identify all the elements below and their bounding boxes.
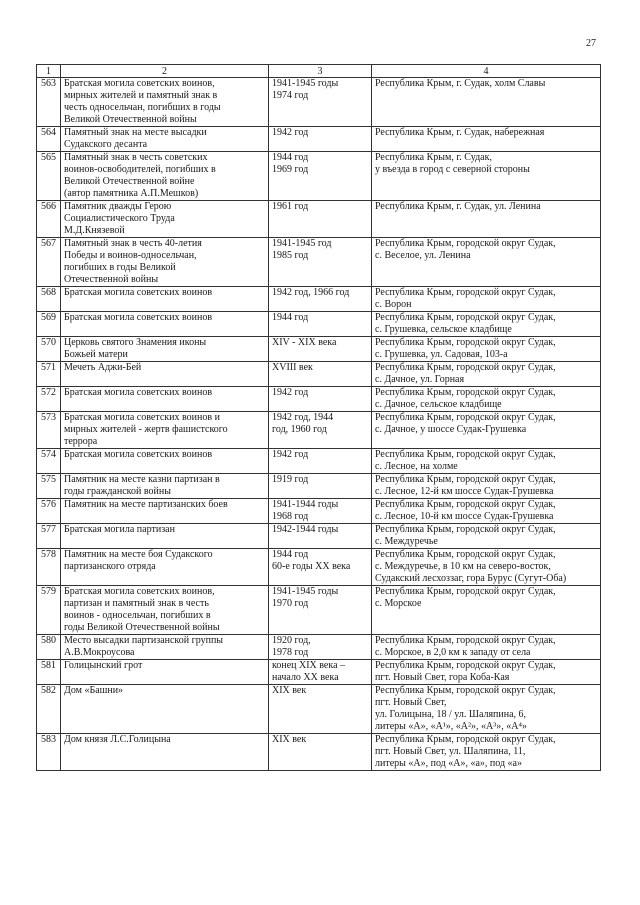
- monument-address-line: Республика Крым, г. Судак, набережная: [375, 127, 545, 138]
- monument-name-line: Великой Отечественной войны: [64, 114, 197, 125]
- row-number: 573: [37, 412, 61, 449]
- monument-date-line: 1944 год: [272, 312, 309, 323]
- monument-address-line: Республика Крым, городской округ Судак,: [375, 586, 556, 597]
- monument-name: [61, 337, 269, 362]
- table-header-row: [37, 65, 601, 78]
- monument-date: [269, 449, 372, 474]
- monument-address-line: с. Морское, в 2,0 км к западу от села: [375, 647, 531, 658]
- monument-name-line: Братская могила советских воинов,: [64, 586, 215, 597]
- monument-date-line: 1942 год, 1944: [272, 412, 334, 423]
- monument-address-line: с. Лесное, 12-й км шоссе Судак-Грушевка: [375, 486, 554, 497]
- monument-date-line: 1968 год: [272, 511, 309, 522]
- monument-name-line: воинов - односельчан, погибших в: [64, 610, 211, 621]
- row-number: 580: [37, 635, 61, 660]
- monument-name: [61, 362, 269, 387]
- monument-address-line: пгт. Новый Свет,: [375, 697, 447, 708]
- monument-date: [269, 312, 372, 337]
- monument-date-line: 1941-1945 годы: [272, 78, 339, 89]
- monument-address-line: Республика Крым, городской округ Судак,: [375, 499, 556, 510]
- monument-name: [61, 586, 269, 635]
- monument-name-line: честь односельчан, погибших в годы: [64, 102, 221, 113]
- row-number: 583: [37, 734, 61, 771]
- monument-name-line: Дом «Башни»: [64, 685, 124, 696]
- monument-name-line: Памятный знак на месте высадки: [64, 127, 207, 138]
- table-row: [37, 337, 601, 362]
- table-row: [37, 238, 601, 287]
- monument-address: [372, 287, 601, 312]
- table-row: [37, 474, 601, 499]
- monument-date-line: XIX век: [272, 685, 307, 696]
- row-number: 574: [37, 449, 61, 474]
- monument-address-line: с. Грушевка, ул. Садовая, 103-а: [375, 349, 508, 360]
- monument-address: [372, 734, 601, 771]
- monument-address-line: Республика Крым, г. Судак, холм Славы: [375, 78, 546, 89]
- monument-address-line: Республика Крым, городской округ Судак,: [375, 635, 556, 646]
- monument-name: [61, 152, 269, 201]
- monument-address: [372, 201, 601, 238]
- monument-date-line: 1944 год: [272, 549, 309, 560]
- monument-date-line: 1985 год: [272, 250, 309, 261]
- monument-address-line: пгт. Новый Свет, гора Коба-Кая: [375, 672, 510, 683]
- monument-date: [269, 337, 372, 362]
- monument-name-line: воинов-освободителей, погибших в: [64, 164, 216, 175]
- row-number: 566: [37, 201, 61, 238]
- monument-name-line: годы Великой Отечественной войны: [64, 622, 220, 633]
- table-row: [37, 287, 601, 312]
- row-number: 565: [37, 152, 61, 201]
- monument-name-line: М.Д.Князевой: [64, 225, 125, 236]
- monument-date-line: 1974 год: [272, 90, 309, 101]
- monument-name-line: Отечественной войны: [64, 274, 159, 285]
- monument-name-line: Памятник на месте боя Судакского: [64, 549, 213, 560]
- monument-date-line: XVIII век: [272, 362, 313, 373]
- table-row: [37, 412, 601, 449]
- monument-date: [269, 734, 372, 771]
- monument-date: [269, 412, 372, 449]
- row-number: 572: [37, 387, 61, 412]
- monument-name: [61, 201, 269, 238]
- table-row: [37, 524, 601, 549]
- row-number: 571: [37, 362, 61, 387]
- monument-name: [61, 635, 269, 660]
- monument-name: [61, 499, 269, 524]
- monument-address-line: с. Междуречье, в 10 км на северо-восток,: [375, 561, 551, 572]
- monument-name-line: Памятник на месте партизанских боев: [64, 499, 228, 510]
- row-number: 564: [37, 127, 61, 152]
- monument-name-line: террора: [64, 436, 98, 447]
- monument-date: [269, 287, 372, 312]
- monument-date-line: 1941-1945 годы: [272, 586, 339, 597]
- monument-address-line: Республика Крым, городской округ Судак,: [375, 238, 556, 249]
- monument-name-line: Церковь святого Знамения иконы: [64, 337, 207, 348]
- monument-name-line: Победы и воинов-односельчан,: [64, 250, 197, 261]
- monument-address-line: Республика Крым, городской округ Судак,: [375, 685, 556, 696]
- monument-date-line: 1941-1945 год: [272, 238, 332, 249]
- monument-name-line: мирных жителей - жертв фашистского: [64, 424, 228, 435]
- monument-name-line: Братская могила советских воинов: [64, 312, 213, 323]
- monument-date-line: 1942 год: [272, 387, 309, 398]
- monument-date-line: 1944 год: [272, 152, 309, 163]
- monument-name: [61, 127, 269, 152]
- monument-date: [269, 524, 372, 549]
- monument-address-line: Республика Крым, городской округ Судак,: [375, 387, 556, 398]
- table-row: [37, 387, 601, 412]
- row-number: 582: [37, 685, 61, 734]
- monument-name-line: Дом князя Л.С.Голицына: [64, 734, 171, 745]
- monument-date-line: XIX век: [272, 734, 307, 745]
- monument-name: [61, 312, 269, 337]
- monument-address: [372, 635, 601, 660]
- monument-address-line: литеры «А», «А¹», «А²», «А³», «А⁴»: [375, 721, 527, 732]
- monument-name-line: Братская могила советских воинов: [64, 387, 213, 398]
- monument-name-line: погибших в годы Великой: [64, 262, 176, 273]
- monument-date: [269, 474, 372, 499]
- table-row: [37, 549, 601, 586]
- monument-name: [61, 238, 269, 287]
- table-row: [37, 78, 601, 127]
- table-row: [37, 127, 601, 152]
- monument-address: [372, 312, 601, 337]
- row-number: 579: [37, 586, 61, 635]
- monument-name: [61, 387, 269, 412]
- monument-name: [61, 474, 269, 499]
- row-number: 577: [37, 524, 61, 549]
- monument-address-line: Республика Крым, городской округ Судак,: [375, 287, 556, 298]
- monument-address-line: с. Междуречье: [375, 536, 438, 547]
- monument-name-line: партизанского отряда: [64, 561, 156, 572]
- monument-address-line: с. Грушевка, сельское кладбище: [375, 324, 512, 335]
- table-row: [37, 152, 601, 201]
- table-row: [37, 586, 601, 635]
- monument-name-line: Место высадки партизанской группы: [64, 635, 224, 646]
- monument-address: [372, 412, 601, 449]
- monument-date-line: 1920 год,: [272, 635, 311, 646]
- monument-date: [269, 685, 372, 734]
- monument-date: [269, 362, 372, 387]
- monument-address-line: Республика Крым, городской округ Судак,: [375, 449, 556, 460]
- monument-date-line: XIV - XIX века: [272, 337, 337, 348]
- monument-name: [61, 549, 269, 586]
- table-row: [37, 449, 601, 474]
- monument-address-line: Республика Крым, г. Судак,: [375, 152, 492, 163]
- monument-address-line: с. Лесное, на холме: [375, 461, 458, 472]
- monument-date-line: год, 1960 год: [272, 424, 327, 435]
- monument-date: [269, 549, 372, 586]
- monument-name: [61, 734, 269, 771]
- monument-address: [372, 238, 601, 287]
- monument-address: [372, 549, 601, 586]
- monument-name: [61, 449, 269, 474]
- row-number: 570: [37, 337, 61, 362]
- monument-address-line: Республика Крым, городской округ Судак,: [375, 474, 556, 485]
- monument-address: [372, 127, 601, 152]
- page-number: 27: [586, 38, 596, 49]
- monument-address: [372, 362, 601, 387]
- monument-date-line: 1969 год: [272, 164, 309, 175]
- monument-date-line: 1942 год: [272, 127, 309, 138]
- monument-address-line: Судакский лесхоззаг, гора Бурус (Сугут-Оба): [375, 573, 567, 584]
- monument-name-line: (автор памятника А.П.Мешков): [64, 188, 199, 199]
- monument-date: [269, 660, 372, 685]
- monument-address-line: Республика Крым, городской округ Судак,: [375, 412, 556, 423]
- monument-date: [269, 152, 372, 201]
- monument-address-line: с. Ворон: [375, 299, 412, 310]
- monument-date-line: 1941-1944 годы: [272, 499, 339, 510]
- monument-date: [269, 238, 372, 287]
- table-row: [37, 362, 601, 387]
- monument-address-line: Республика Крым, городской округ Судак,: [375, 337, 556, 348]
- monument-date: [269, 201, 372, 238]
- table-row: [37, 660, 601, 685]
- monument-name: [61, 685, 269, 734]
- monument-name-line: Мечеть Аджи-Бей: [64, 362, 142, 373]
- monument-name: [61, 78, 269, 127]
- monument-name-line: Божьей матери: [64, 349, 128, 360]
- monument-address: [372, 387, 601, 412]
- monument-name-line: Братская могила советских воинов: [64, 449, 213, 460]
- monument-name-line: А.В.Мокроусова: [64, 647, 135, 658]
- monument-address-line: у въезда в город с северной стороны: [375, 164, 530, 175]
- monument-address-line: с. Дачное, у шоссе Судак-Грушевка: [375, 424, 527, 435]
- monument-name-line: Голицынский грот: [64, 660, 143, 671]
- monument-name: [61, 524, 269, 549]
- monument-address: [372, 499, 601, 524]
- monument-address-line: Республика Крым, городской округ Судак,: [375, 524, 556, 535]
- monument-name-line: годы гражданской войны: [64, 486, 171, 497]
- monuments-table: [36, 64, 601, 771]
- monument-name-line: Памятник на месте казни партизан в: [64, 474, 220, 485]
- row-number: 563: [37, 78, 61, 127]
- monument-date: [269, 78, 372, 127]
- table-row: [37, 685, 601, 734]
- monument-address: [372, 685, 601, 734]
- monument-address-line: Республика Крым, городской округ Судак,: [375, 734, 556, 745]
- monument-name: [61, 660, 269, 685]
- header-col-1: 1: [37, 65, 61, 78]
- monument-name-line: Памятный знак в честь 40-летия: [64, 238, 202, 249]
- monument-name-line: мирных жителей и памятный знак в: [64, 90, 218, 101]
- monument-name-line: Памятный знак в честь советских: [64, 152, 208, 163]
- table-body: [37, 78, 601, 771]
- monument-address-line: с. Лесное, 10-й км шоссе Судак-Грушевка: [375, 511, 554, 522]
- monument-date: [269, 586, 372, 635]
- row-number: 567: [37, 238, 61, 287]
- monument-date-line: конец XIX века –: [272, 660, 346, 671]
- row-number: 576: [37, 499, 61, 524]
- monument-address-line: с. Дачное, ул. Горная: [375, 374, 465, 385]
- monument-address-line: пгт. Новый Свет, ул. Шаляпина, 11,: [375, 746, 526, 757]
- monument-address-line: с. Морское: [375, 598, 422, 609]
- monument-address: [372, 78, 601, 127]
- header-col-4: 4: [372, 65, 601, 78]
- row-number: 578: [37, 549, 61, 586]
- header-col-2: 2: [61, 65, 269, 78]
- monument-name-line: Братская могила советских воинов: [64, 287, 213, 298]
- monument-date-line: 60-е годы XX века: [272, 561, 351, 572]
- monument-name-line: Братская могила партизан: [64, 524, 175, 535]
- monument-address-line: с. Дачное, сельское кладбище: [375, 399, 502, 410]
- monument-date-line: начало XX века: [272, 672, 339, 683]
- monument-address-line: литеры «А», под «А», «а», под «а»: [375, 758, 522, 769]
- table-row: [37, 635, 601, 660]
- monument-address: [372, 524, 601, 549]
- monument-name: [61, 412, 269, 449]
- monument-date: [269, 635, 372, 660]
- monument-date: [269, 387, 372, 412]
- monument-name-line: Братская могила советских воинов и: [64, 412, 220, 423]
- monument-date-line: 1961 год: [272, 201, 309, 212]
- monument-address: [372, 337, 601, 362]
- monument-date: [269, 499, 372, 524]
- monument-address-line: с. Веселое, ул. Ленина: [375, 250, 471, 261]
- table-row: [37, 312, 601, 337]
- monument-address-line: Республика Крым, городской округ Судак,: [375, 312, 556, 323]
- monument-address: [372, 449, 601, 474]
- monument-date-line: 1942 год: [272, 449, 309, 460]
- table-row: [37, 499, 601, 524]
- monument-address: [372, 660, 601, 685]
- monument-date-line: 1919 год: [272, 474, 309, 485]
- row-number: 575: [37, 474, 61, 499]
- table-row: [37, 201, 601, 238]
- monument-address: [372, 586, 601, 635]
- monument-address: [372, 474, 601, 499]
- monument-address-line: Республика Крым, городской округ Судак,: [375, 660, 556, 671]
- monument-name-line: партизан и памятный знак в честь: [64, 598, 209, 609]
- monument-address-line: Республика Крым, городской округ Судак,: [375, 549, 556, 560]
- monument-date-line: 1970 год: [272, 598, 309, 609]
- row-number: 568: [37, 287, 61, 312]
- row-number: 581: [37, 660, 61, 685]
- monument-name-line: Братская могила советских воинов,: [64, 78, 215, 89]
- monument-address-line: Республика Крым, г. Судак, ул. Ленина: [375, 201, 541, 212]
- monument-name-line: Великой Отечественной войне: [64, 176, 195, 187]
- monument-date-line: 1978 год: [272, 647, 309, 658]
- monument-name-line: Памятник дважды Герою: [64, 201, 172, 212]
- monument-name-line: Судакского десанта: [64, 139, 148, 150]
- monument-name-line: Социалистического Труда: [64, 213, 175, 224]
- monument-address: [372, 152, 601, 201]
- table-row: [37, 734, 601, 771]
- monument-date: [269, 127, 372, 152]
- row-number: 569: [37, 312, 61, 337]
- header-col-3: 3: [269, 65, 372, 78]
- monument-date-line: 1942-1944 годы: [272, 524, 339, 535]
- monument-name: [61, 287, 269, 312]
- monument-date-line: 1942 год, 1966 год: [272, 287, 350, 298]
- monument-address-line: Республика Крым, городской округ Судак,: [375, 362, 556, 373]
- monument-address-line: ул. Голицына, 18 / ул. Шаляпина, 6,: [375, 709, 527, 720]
